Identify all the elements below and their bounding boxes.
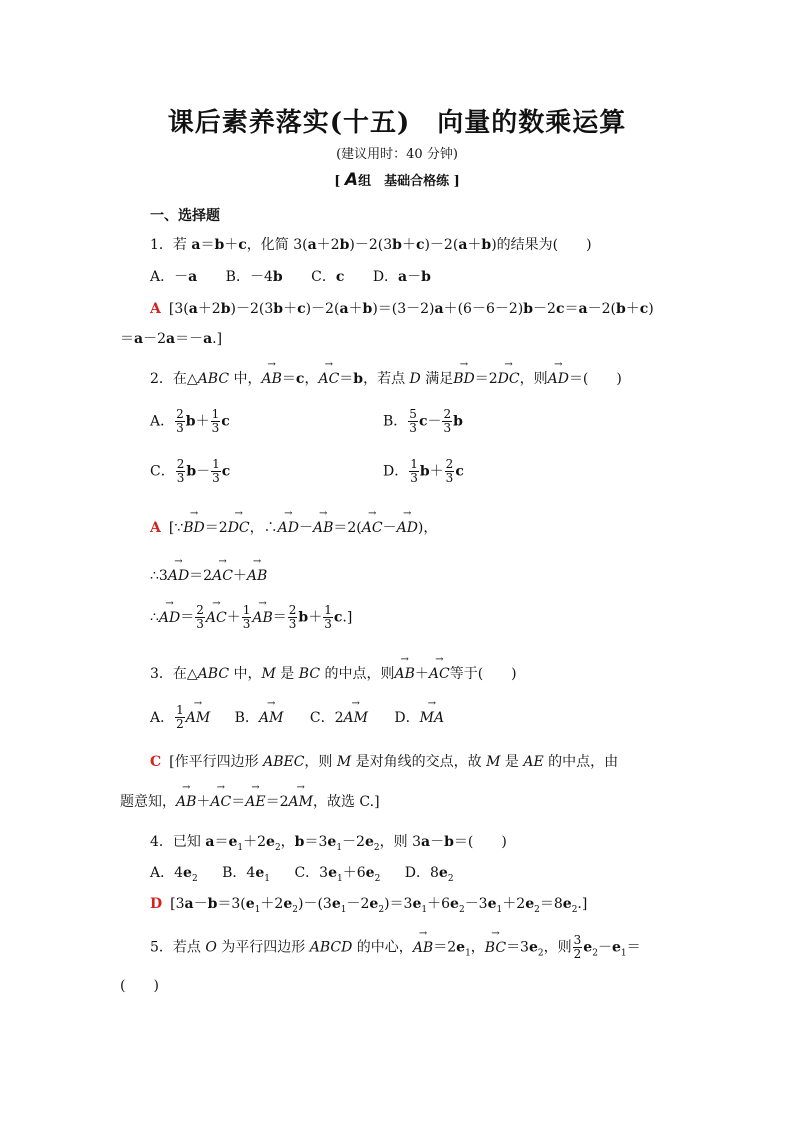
q3-solution-line1: C [作平行四边形 ABEC，则 M 是对角线的交点，故 M 是 AE 的中点，由 bbox=[150, 754, 619, 770]
q4-options bbox=[150, 862, 454, 884]
q1-option-b: B．－4b bbox=[225, 269, 283, 285]
q1-answer: A bbox=[150, 301, 161, 317]
q4-option-c: C．$3e_1+6e_2$ bbox=[294, 865, 381, 884]
q1-option-d: D．a－b bbox=[372, 269, 431, 285]
q1-stem: 1．若 a＝b＋c，化简 3(a＋2b)－2(3b＋c)－2(a＋b)的结果为( ) bbox=[150, 237, 592, 253]
q3-option-b: B．→ AM bbox=[235, 710, 284, 726]
q3-answer: C bbox=[150, 754, 162, 770]
section-title: 一、选择题 bbox=[150, 208, 220, 224]
q5-stem: 5．若点 O 为平行四边形 ABCD 的中心，→ $AB=2e_1$，→ $BC=3e_2$，则 $\frac{3}{2}$ $e_2-e_1=$ bbox=[150, 934, 641, 961]
q3-stem: 3．在△ABC 中，M 是 BC 的中点，则→ AB＋→ AC等于( ) bbox=[150, 663, 517, 683]
q3-option-d: D．→ MA bbox=[394, 710, 444, 726]
bracket-close: ] bbox=[453, 174, 460, 189]
q2-option-c: C． $\frac{2}{3}$ b－ $\frac{1}{3}$ c bbox=[150, 457, 231, 485]
group-heading bbox=[0, 170, 794, 190]
q4-solution-line1: D $[3a-b=3(e_1+2e_2)-(3e_1-2e_2)=3e_1+6e_2-3e_1+2e_2=8e_2.]$ bbox=[150, 896, 588, 915]
q3-option-c: C．2→ AM bbox=[310, 710, 368, 726]
q4-option-b: B．$4e_1$ bbox=[222, 865, 270, 884]
q3-option-a: A． $\frac{1}{2}$ → AM bbox=[150, 710, 210, 726]
q3-solution-line2: 题意知，→ AB＋→ AC＝→ AE＝2→ AM，故选 C.] bbox=[120, 791, 380, 811]
q2-option-d: D． $\frac{1}{3}$ b＋ $\frac{2}{3}$ c bbox=[383, 457, 464, 485]
q4-stem: 4．已知 $a=e_1+2e_2$，$b=3e_1-2e_2$，则 3a－b＝( ) bbox=[150, 834, 507, 853]
q4-answer: D bbox=[150, 896, 163, 912]
duration-note: (建议用时：40 分钟) bbox=[336, 147, 458, 162]
q1-solution-line1: A [3(a＋2b)－2(3b＋c)－2(a＋b)＝(3－2)a＋(6－6－2)b－2c＝a－2(b＋c) bbox=[150, 301, 654, 317]
group-label: 组 基础合格练 bbox=[358, 174, 450, 189]
q2-answer: A bbox=[150, 520, 161, 536]
q1-solution-line2: ＝a－2a＝－a.] bbox=[120, 331, 223, 347]
page-title: 课后素养落实(十五) 向量的数乘运算 bbox=[167, 108, 627, 138]
q1-option-c: C．c bbox=[311, 269, 345, 285]
q4-option-d: D．$8e_2$ bbox=[404, 865, 454, 884]
q1-option-a: A．－a bbox=[150, 269, 198, 285]
q2-option-a: A． $\frac{2}{3}$ b＋ $\frac{1}{3}$ c bbox=[150, 407, 230, 435]
bracket-open: [ bbox=[334, 174, 341, 189]
q2-stem: 2．在△ABC 中，→ AB＝c，→ AC＝b，若点 D 满足→ BD＝2→ DC，则→ AD＝( ) bbox=[150, 368, 622, 388]
q1-options bbox=[150, 266, 431, 286]
q3-options bbox=[150, 704, 444, 731]
q2-solution-line3: ∴→ AD＝ $\frac{2}{3}$ → AC＋ $\frac{1}{3}$ → AB＝ $\frac{2}{3}$ b＋ $\frac{1}{3}$ c.] bbox=[150, 604, 352, 631]
q2-solution-line1: A [∵→ BD＝2→ DC，∴→ AD－→ AB＝2(→ AC－→ AD)， bbox=[150, 517, 437, 537]
q4-option-a: A．$4e_2$ bbox=[150, 865, 198, 884]
q2-option-b: B． $\frac{5}{3}$ c－ $\frac{2}{3}$ b bbox=[383, 407, 463, 435]
q5-stem-cont: ( ) bbox=[120, 978, 159, 994]
q2-solution-line2: ∴3→ AD＝2→ AC＋→ AB bbox=[150, 565, 267, 585]
group-letter: A bbox=[344, 170, 359, 190]
